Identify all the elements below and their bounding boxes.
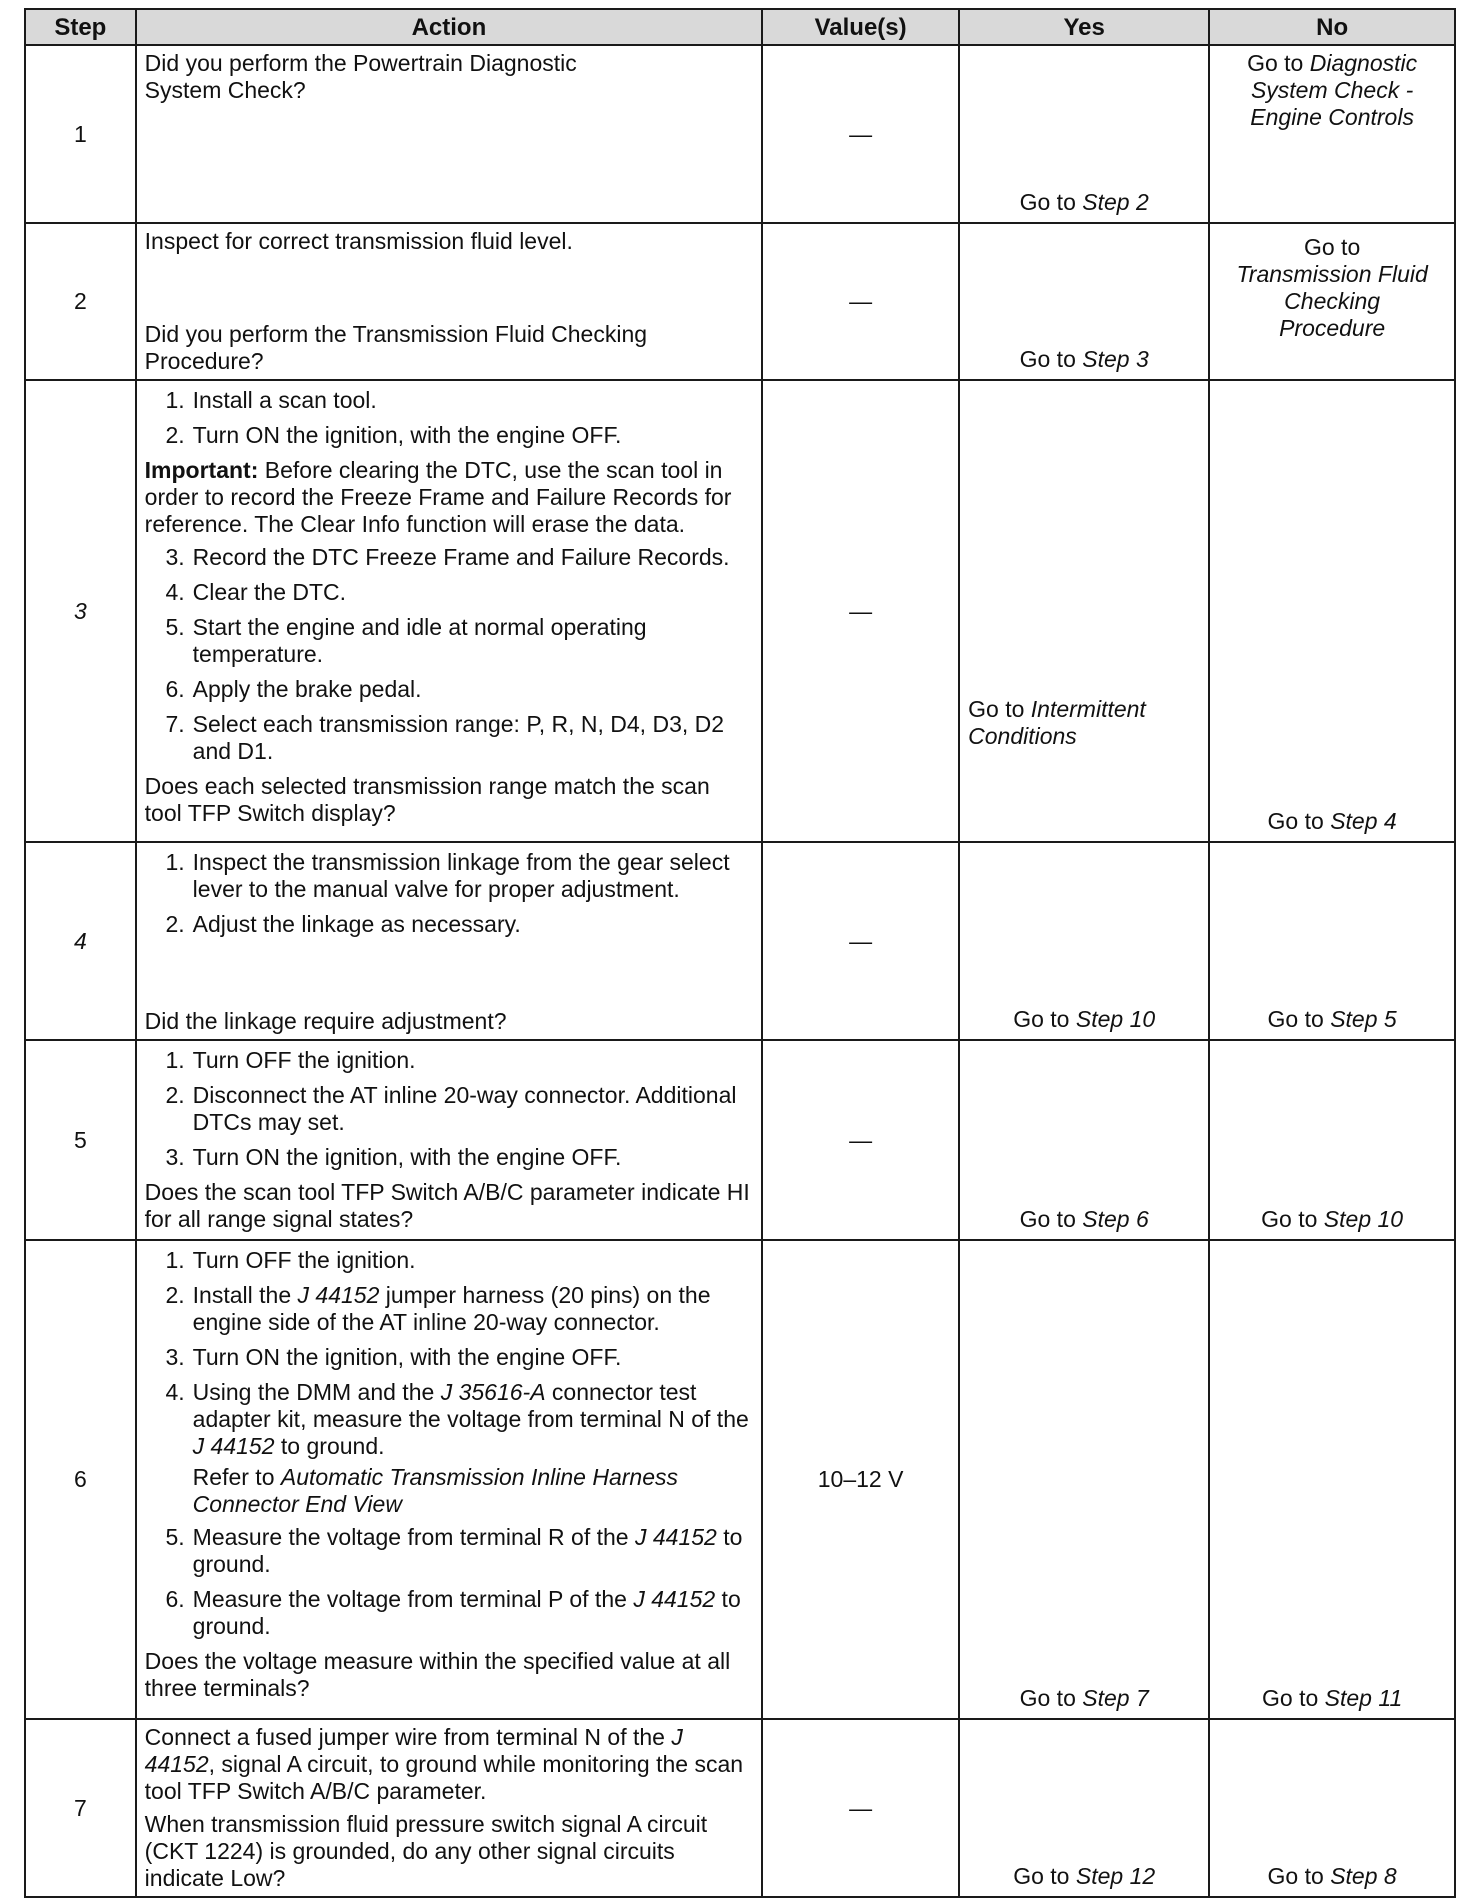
list-item: 4. Using the DMM and the J 35616-A connector test adapter kit, measure the voltage from terminal N of the J 44152 to ground. xyxy=(165,1379,749,1459)
header-row xyxy=(25,9,1455,45)
goto-target-link[interactable]: Diagnostic System Check - Engine Controls xyxy=(1250,50,1418,130)
diagnostic-table-page xyxy=(24,8,1456,1898)
step-number: 2 xyxy=(25,223,136,380)
no-cell xyxy=(1209,45,1455,223)
list-item: 3. Record the DTC Freeze Frame and Failure Records. xyxy=(165,544,730,570)
list-item: 4. Clear the DTC. xyxy=(165,579,347,605)
goto-label: Go to xyxy=(1303,234,1361,260)
goto-target-link[interactable]: Step 11 xyxy=(1324,1685,1403,1711)
action-instruction: Inspect for correct transmission fluid level. xyxy=(144,228,573,254)
header-action: Action xyxy=(136,9,762,45)
list-item: 6. Measure the voltage from terminal P of the J 44152 to ground. xyxy=(165,1586,741,1639)
value-cell: — xyxy=(762,45,959,223)
value-cell: — xyxy=(762,842,959,1040)
goto-label: Go to xyxy=(1013,1006,1070,1032)
goto-label: Go to xyxy=(1261,1206,1318,1232)
yes-cell xyxy=(959,380,1209,842)
list-item: 1. Turn OFF the ignition. xyxy=(165,1247,416,1273)
tool-reference: J 44152 xyxy=(192,1433,275,1459)
goto-target-link[interactable]: Step 2 xyxy=(1082,189,1149,215)
table-row-step-1 xyxy=(25,45,1455,223)
action-question: Did you perform the Powertrain Diagnostic System Check? xyxy=(144,50,577,103)
action-question: Did the linkage require adjustment? xyxy=(144,1008,507,1034)
step-number: 3 xyxy=(25,380,136,842)
goto-target-link[interactable]: Step 7 xyxy=(1082,1685,1149,1711)
important-note xyxy=(145,457,753,538)
goto-target-link[interactable]: Transmission Fluid Checking Procedure xyxy=(1236,261,1428,341)
action-cell xyxy=(136,45,762,223)
goto-label: Go to xyxy=(1019,346,1076,372)
refer-link[interactable]: Automatic Transmission Inline Harness Connector End View xyxy=(192,1464,678,1517)
action-question: Does the scan tool TFP Switch A/B/C parameter indicate HI for all range signal states? xyxy=(144,1179,750,1232)
list-item: 2. Adjust the linkage as necessary. xyxy=(165,911,521,937)
goto-target-link[interactable]: Intermittent Conditions xyxy=(968,696,1146,749)
list-item: 5. Measure the voltage from terminal R of the J 44152 to ground. xyxy=(165,1524,743,1577)
no-goto[interactable] xyxy=(1210,808,1454,835)
no-goto[interactable] xyxy=(1210,1685,1454,1712)
no-cell xyxy=(1209,1040,1455,1240)
action-cell xyxy=(136,1719,762,1897)
no-cell xyxy=(1209,1719,1455,1897)
yes-cell xyxy=(959,1719,1209,1897)
no-cell xyxy=(1209,380,1455,842)
refer-note: Refer to Automatic Transmission Inline Harness Connector End View xyxy=(192,1464,678,1517)
yes-cell xyxy=(959,1240,1209,1719)
yes-goto[interactable] xyxy=(960,1006,1208,1033)
yes-goto[interactable] xyxy=(960,346,1208,373)
table-row-step-2 xyxy=(25,223,1455,380)
tool-reference: J 44152 xyxy=(144,1724,683,1777)
table-row-step-4 xyxy=(25,842,1455,1040)
goto-target-link[interactable]: Step 6 xyxy=(1082,1206,1149,1232)
goto-label: Go to xyxy=(1019,189,1076,215)
important-text: Before clearing the DTC, use the scan tool in order to record the Freeze Frame and Failure Records for reference. The Clear Info function will erase the data. xyxy=(144,457,732,537)
list-item: 1. Turn OFF the ignition. xyxy=(165,1047,416,1073)
no-goto[interactable] xyxy=(1210,224,1454,342)
goto-label: Go to xyxy=(1019,1206,1076,1232)
list-item: 2. Turn ON the ignition, with the engine OFF. xyxy=(165,422,622,448)
yes-cell xyxy=(959,223,1209,380)
yes-cell xyxy=(959,1040,1209,1240)
instruction-list xyxy=(145,544,753,765)
action-cell xyxy=(136,842,762,1040)
no-cell xyxy=(1209,223,1455,380)
goto-label: Go to xyxy=(968,696,1025,722)
action-question: When transmission fluid pressure switch signal A circuit (CKT 1224) is grounded, do any other signal circuits indicate Low? xyxy=(144,1811,708,1891)
action-cell xyxy=(136,380,762,842)
no-cell xyxy=(1209,1240,1455,1719)
list-item: 3. Turn ON the ignition, with the engine OFF. xyxy=(165,1144,622,1170)
yes-goto[interactable] xyxy=(960,189,1208,216)
instruction-list xyxy=(145,1524,753,1640)
goto-target-link[interactable]: Step 3 xyxy=(1082,346,1149,372)
yes-goto[interactable] xyxy=(968,696,1204,750)
yes-cell xyxy=(959,45,1209,223)
diagnostic-table xyxy=(24,8,1456,1898)
instruction-list xyxy=(145,1247,753,1460)
list-item: 3. Turn ON the ignition, with the engine OFF. xyxy=(165,1344,622,1370)
goto-label: Go to xyxy=(1267,808,1324,834)
no-cell xyxy=(1209,842,1455,1040)
goto-target-link[interactable]: Step 5 xyxy=(1330,1006,1397,1032)
value-cell: — xyxy=(762,380,959,842)
action-instruction: Connect a fused jumper wire from terminal N of the J 44152, signal A circuit, to ground while monitoring the scan tool TFP Switch A/B/C parameter. xyxy=(144,1724,744,1804)
goto-label: Go to xyxy=(1247,50,1304,76)
goto-target-link[interactable]: Step 10 xyxy=(1075,1006,1156,1032)
step-number: 5 xyxy=(25,1040,136,1240)
goto-label: Go to xyxy=(1013,1863,1070,1889)
no-goto[interactable] xyxy=(1210,46,1454,131)
goto-label: Go to xyxy=(1019,1685,1076,1711)
action-cell xyxy=(136,223,762,380)
step-number: 6 xyxy=(25,1240,136,1719)
action-question: Does the voltage measure within the specified value at all three terminals? xyxy=(144,1648,731,1701)
action-question: Does each selected transmission range match the scan tool TFP Switch display? xyxy=(144,773,710,826)
list-item: 2. Install the J 44152 jumper harness (20 pins) on the engine side of the AT inline 20-way connector. xyxy=(165,1282,711,1335)
goto-target-link[interactable]: Step 8 xyxy=(1330,1863,1397,1889)
table-row-step-3 xyxy=(25,380,1455,842)
important-label: Important: xyxy=(144,457,259,483)
no-goto[interactable] xyxy=(1210,1863,1454,1890)
instruction-list xyxy=(145,1047,753,1171)
no-goto[interactable] xyxy=(1210,1006,1454,1033)
action-cell xyxy=(136,1040,762,1240)
list-item: 1. Inspect the transmission linkage from the gear select lever to the manual valve for proper adjustment. xyxy=(165,849,730,902)
tool-reference: J 44152 xyxy=(634,1524,717,1550)
goto-target-link[interactable]: Step 10 xyxy=(1323,1206,1404,1232)
tool-reference: J 44152 xyxy=(633,1586,716,1612)
goto-target-link[interactable]: Step 12 xyxy=(1075,1863,1156,1889)
step-number: 4 xyxy=(25,842,136,1040)
yes-goto[interactable] xyxy=(960,1863,1208,1890)
header-no: No xyxy=(1209,9,1455,45)
list-item: 6. Apply the brake pedal. xyxy=(165,676,422,702)
action-question: Did you perform the Transmission Fluid Checking Procedure? xyxy=(144,321,648,374)
list-item: 7. Select each transmission range: P, R, N, D4, D3, D2 and D1. xyxy=(165,711,725,764)
tool-reference: J 35616-A xyxy=(440,1379,546,1405)
goto-label: Go to xyxy=(1267,1006,1324,1032)
value-cell: 10–12 V xyxy=(762,1240,959,1719)
table-row-step-7 xyxy=(25,1719,1455,1897)
value-cell: — xyxy=(762,1040,959,1240)
value-cell: — xyxy=(762,1719,959,1897)
yes-cell xyxy=(959,842,1209,1040)
value-cell: — xyxy=(762,223,959,380)
table-row-step-6 xyxy=(25,1240,1455,1719)
list-item: 1. Install a scan tool. xyxy=(165,387,377,413)
list-item: 5. Start the engine and idle at normal operating temperature. xyxy=(165,614,647,667)
list-item: 2. Disconnect the AT inline 20-way connector. Additional DTCs may set. xyxy=(165,1082,737,1135)
yes-goto[interactable] xyxy=(960,1206,1208,1233)
instruction-list xyxy=(145,387,753,449)
yes-goto[interactable] xyxy=(960,1685,1208,1712)
header-step: Step xyxy=(25,9,136,45)
header-values: Value(s) xyxy=(762,9,959,45)
goto-label: Go to xyxy=(1267,1863,1324,1889)
header-yes: Yes xyxy=(959,9,1209,45)
table-row-step-5 xyxy=(25,1040,1455,1240)
no-goto[interactable] xyxy=(1210,1206,1454,1233)
step-number: 1 xyxy=(25,45,136,223)
goto-label: Go to xyxy=(1262,1685,1319,1711)
instruction-list xyxy=(145,849,753,946)
goto-target-link[interactable]: Step 4 xyxy=(1330,808,1397,834)
action-cell xyxy=(136,1240,762,1719)
tool-reference: J 44152 xyxy=(297,1282,380,1308)
step-number: 7 xyxy=(25,1719,136,1897)
